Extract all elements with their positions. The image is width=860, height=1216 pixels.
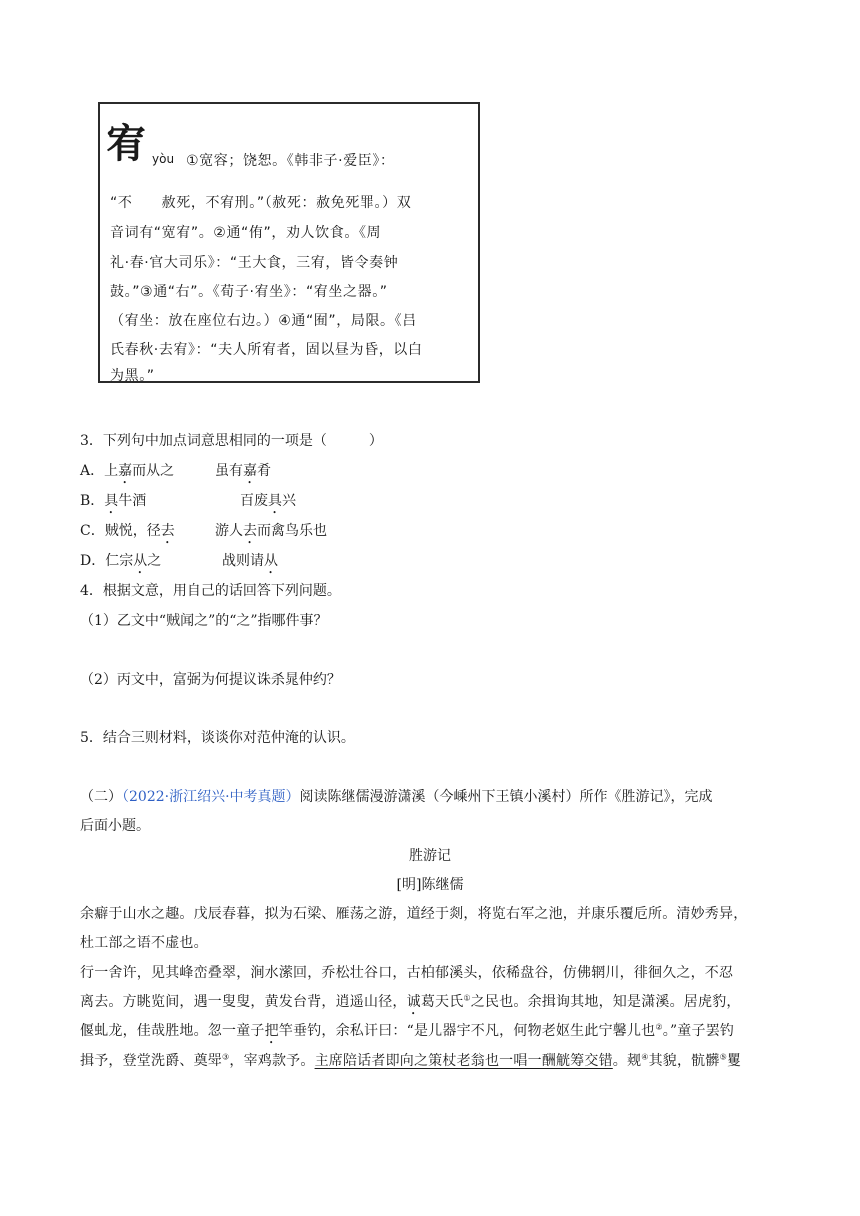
option-b-second <box>240 490 296 517</box>
passage-text: 之民也。余揖询其地，知是潇溪。居虎豹， <box>470 994 741 1010</box>
option-text: 虽有 <box>215 463 243 479</box>
option-label: A． <box>80 463 105 479</box>
option-label: B． <box>80 493 105 509</box>
dictionary-entry-box <box>98 102 480 383</box>
footnote-marker: ④ <box>641 1052 649 1062</box>
option-text: 肴 <box>257 463 271 479</box>
option-text: 而从之 <box>132 463 175 479</box>
passage-text: 揖予，登堂洗爵、奠斝 <box>80 1053 222 1069</box>
dotted-word: 从 <box>133 553 148 569</box>
dotted-word: 嘉 <box>118 463 133 479</box>
section-2-intro <box>80 786 713 806</box>
passage-text: 葛天氏 <box>420 994 464 1010</box>
option-a-second <box>215 460 271 487</box>
option-c-second <box>215 520 327 547</box>
question-5-stem: 5．结合三则材料，谈谈你对范仲淹的认识。 <box>80 730 355 746</box>
passage-line <box>80 1050 741 1070</box>
option-text: 战则请 <box>222 553 264 569</box>
option-a <box>80 460 174 487</box>
passage-author: [明]陈继儒 <box>396 877 464 893</box>
section-prefix: （二） <box>80 789 122 805</box>
footnote-marker: ① <box>463 993 471 1003</box>
passage-text: 矍 <box>726 1053 742 1069</box>
passage-line: 杜工部之语不虚也。 <box>80 935 208 951</box>
dict-headword: 宥 <box>106 121 146 167</box>
section-intro-text: 阅读陈继儒漫游潇溪（今嵊州下王镇小溪村）所作《胜游记》，完成 <box>299 789 713 805</box>
dotted-word: 从 <box>264 553 278 569</box>
dict-line: 为黑。” <box>110 368 155 384</box>
passage-line: 余癖于山水之趣。戊辰春暮，拟为石梁、雁荡之游，道经于剡，将览右军之池，并康乐覆卮所。清妙秀异， <box>80 906 748 922</box>
passage-text: 其貌，骯髒 <box>648 1053 720 1069</box>
question-3-stem: 3．下列句中加点词意思相同的一项是（ ） <box>80 433 383 449</box>
dict-pinyin: yòu <box>152 152 175 166</box>
question-4-sub1: （1）乙文中“贼闻之”的“之”指哪件事？ <box>80 613 328 629</box>
option-text: 牛酒 <box>118 493 147 509</box>
passage-line <box>80 1020 734 1047</box>
option-label: C． <box>80 523 105 539</box>
dict-line: “不 赦死，不宥刑。”（赦死：赦免死罪。）双 <box>110 195 412 211</box>
underlined-sentence: 主席陪话者即向之策杖老翁也一唱一酬觥筹交错 <box>314 1053 613 1069</box>
option-text: 而禽鸟乐也 <box>257 523 327 539</box>
dotted-word: 嘉 <box>243 463 257 479</box>
dict-definition-first: ①宽容；饶恕。《韩非子·爱臣》： <box>186 153 395 169</box>
dotted-word: 具 <box>268 493 282 509</box>
dict-line: 氏春秋·去宥》：“夫人所宥者，固以昼为昏，以白 <box>110 342 423 358</box>
passage-line: 行一舍许，见其峰峦叠翠，涧水潆回，乔松壮谷口，古柏郁溪头，依稀盘谷，仿佛辋川，徘徊久之，不忍 <box>80 965 734 981</box>
dotted-word: 诚 <box>406 994 421 1010</box>
source-link[interactable]: （2022·浙江绍兴·中考真题） <box>122 789 300 805</box>
dotted-word: 具 <box>104 493 119 509</box>
dotted-word: 去 <box>243 523 257 539</box>
option-text: 贼悦，径 <box>104 523 161 539</box>
option-text: 之 <box>147 553 162 569</box>
dotted-word: 去 <box>160 523 175 539</box>
passage-text: 离去。方眺览间，遇一叟叟，黄发台背，逍遥山径， <box>80 994 407 1010</box>
passage-text: ，宰鸡款予。 <box>229 1053 315 1069</box>
dict-line: 鼓。”③通“右”。《荀子·宥坐》：“宥坐之器。” <box>110 284 388 300</box>
question-4-sub2: （2）丙文中，富弼为何提议诛杀晁仲约？ <box>80 672 341 688</box>
passage-title: 胜游记 <box>409 848 451 864</box>
option-text: 兴 <box>282 493 296 509</box>
option-b <box>80 490 146 517</box>
option-d-second <box>222 550 278 577</box>
footnote-marker: ③ <box>222 1052 230 1062</box>
passage-text: 偃虬龙，佳哉胜地。忽一童子 <box>80 1023 265 1039</box>
option-d <box>80 550 161 577</box>
option-text: 上 <box>104 463 119 479</box>
dotted-word: 把 <box>264 1023 279 1039</box>
option-text: 仁宗 <box>105 553 134 569</box>
footnote-marker: ⑤ <box>719 1052 727 1062</box>
option-label: D． <box>80 553 106 569</box>
section-2-intro-cont: 后面小题。 <box>80 818 150 834</box>
question-4-stem: 4．根据文意，用自己的话回答下列问题。 <box>80 583 341 599</box>
passage-text: 。觌 <box>612 1053 642 1069</box>
dict-line: 礼·春·官大司乐》：“王大食，三宥，皆令奏钟 <box>110 255 399 271</box>
dict-line: 音词有“宽宥”。②通“侑”，劝人饮食。《周 <box>110 225 382 241</box>
passage-text: 。”童子罢钓 <box>662 1023 735 1039</box>
passage-text: 竿垂钓，余私讦曰：“是儿器宇不凡，何物老妪生此宁馨儿也 <box>278 1023 656 1039</box>
passage-line <box>80 991 741 1018</box>
option-text: 游人 <box>215 523 243 539</box>
option-text: 百废 <box>240 493 268 509</box>
dict-line: （宥坐：放在座位右边。）④通“囿”，局限。《吕 <box>110 313 417 329</box>
footnote-marker: ② <box>655 1022 663 1032</box>
option-c <box>80 520 175 547</box>
